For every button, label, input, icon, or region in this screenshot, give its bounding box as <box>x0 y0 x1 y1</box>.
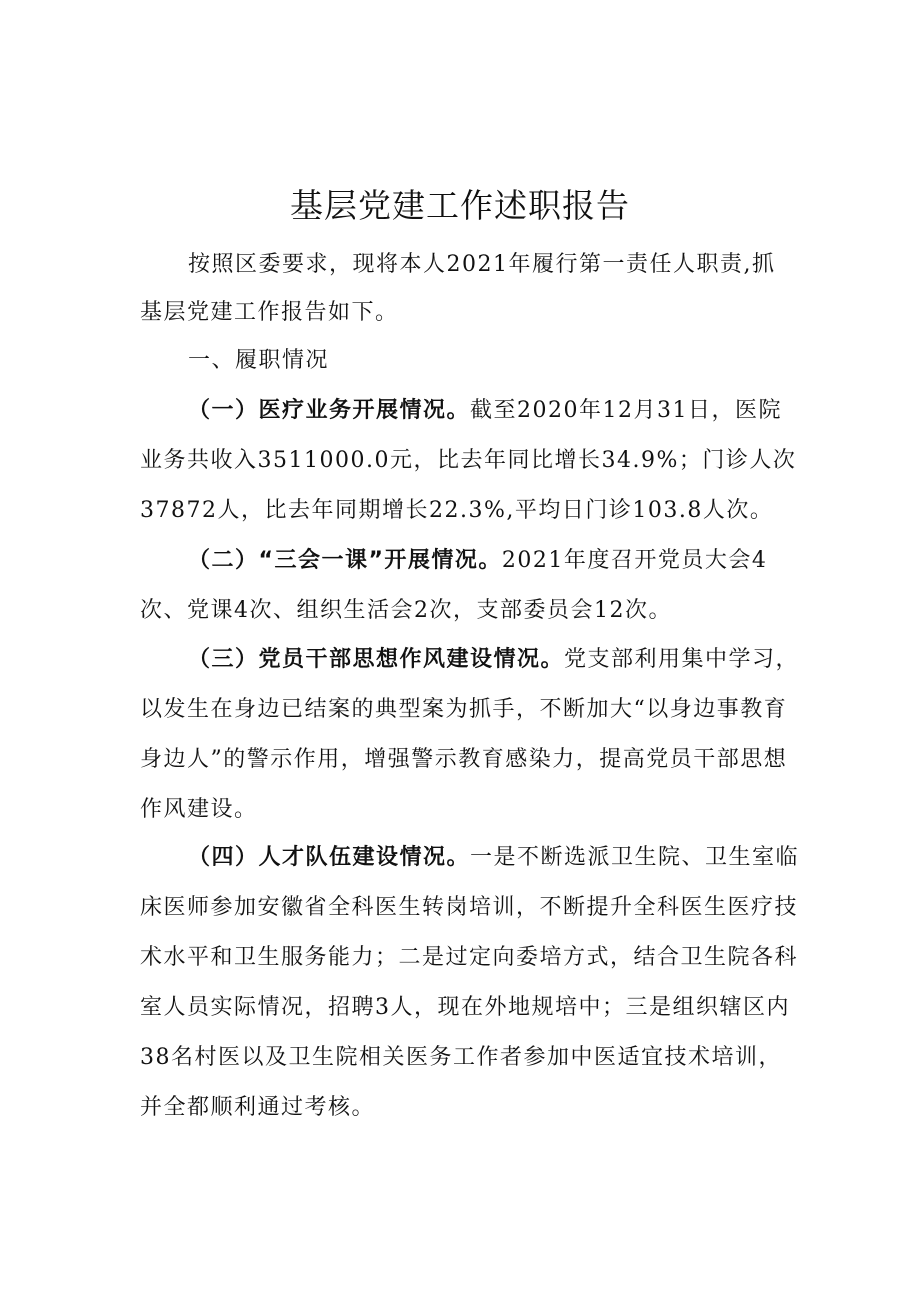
item-3-line-3: 身边人”的警示作用，增强警示教育感染力，提高党员干部思想 <box>140 747 788 772</box>
item-1-line-2: 业务共收入3511000.0元，比去年同比增长34.9%；门诊人次 <box>140 448 797 473</box>
item-2-lead: （二）“三会一课”开展情况。 <box>188 548 502 573</box>
item-1-line-1-rest: 截至2020年12月31日，医院 <box>470 398 782 423</box>
section-heading-1: 一、履职情况 <box>188 348 330 373</box>
document-title: 基层党建工作述职报告 <box>290 186 630 225</box>
item-4-line-6: 并全都顺利通过考核。 <box>140 1095 376 1120</box>
intro-line-1: 按照区委要求，现将本人2021年履行第一责任人职责,抓 <box>188 252 776 277</box>
item-4-line-4: 室人员实际情况，招聘3人，现在外地规培中；三是组织辖区内 <box>140 995 790 1020</box>
item-1-lead: （一）医疗业务开展情况。 <box>188 398 471 423</box>
item-3-line-4: 作风建设。 <box>140 797 258 822</box>
item-4-line-1 <box>188 838 799 878</box>
item-2-line-2: 次、党课4次、组织生活会2次，支部委员会12次。 <box>140 598 672 623</box>
item-4-line-3: 术水平和卫生服务能力；二是过定向委培方式，结合卫生院各科 <box>140 945 799 970</box>
item-1-line-1 <box>188 391 782 431</box>
item-4-lead: （四）人才队伍建设情况。 <box>188 845 471 870</box>
intro-line-2: 基层党建工作报告如下。 <box>140 300 399 325</box>
item-3-line-1 <box>188 640 799 680</box>
item-3-line-2: 以发生在身边已结案的典型案为抓手，不断加大“以身边事教育 <box>140 697 788 722</box>
item-3-lead: （三）党员干部思想作风建设情况。 <box>188 647 565 672</box>
item-1-line-3: 37872人，比去年同期增长22.3%,平均日门诊103.8人次。 <box>140 498 774 523</box>
item-3-line-1-rest: 党支部利用集中学习， <box>564 647 800 672</box>
item-4-line-5: 38名村医以及卫生院相关医务工作者参加中医适宜技术培训， <box>140 1045 782 1070</box>
item-4-line-1-rest: 一是不断选派卫生院、卫生室临 <box>470 845 800 870</box>
item-2-line-1-rest: 2021年度召开党员大会4 <box>501 548 768 573</box>
item-4-line-2: 床医师参加安徽省全科医生转岗培训，不断提升全科医生医疗技 <box>140 895 799 920</box>
item-2-line-1 <box>188 541 767 581</box>
